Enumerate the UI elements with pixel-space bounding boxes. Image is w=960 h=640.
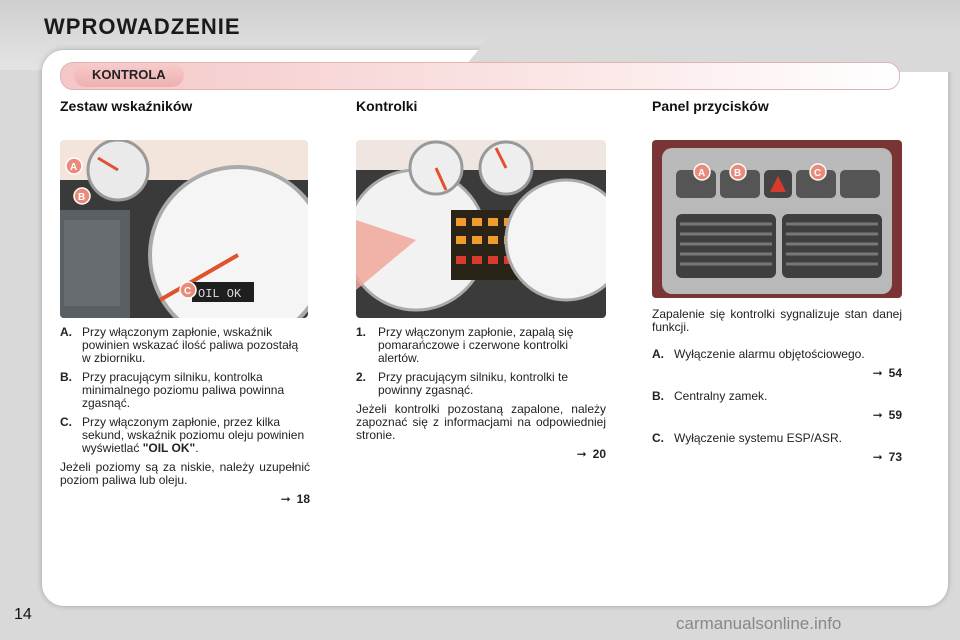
page-ref-arrow-icon: ➞ (576, 447, 587, 461)
col3-item-a: A. Wyłączenie alarmu objętościowego. (652, 347, 865, 361)
col1-paragraph: Jeżeli poziomy są za niskie, należy uzupełnić poziom paliwa lub oleju. (60, 460, 310, 487)
col3-ref-b[interactable]: ➞ 59 (872, 408, 902, 422)
col1-item-b: B. Przy pracującym silniku, kontrolka minimalnego poziomu paliwa powinna zgasnąć. (60, 370, 285, 410)
col2-item-2: 2. Przy pracującym silniku, kontrolki te powinny zgasnąć. (356, 370, 569, 397)
col3-item-c: C. Wyłączenie systemu ESP/ASR. (652, 431, 842, 445)
callout-a: A (698, 168, 706, 179)
watermark: carmanualsonline.info (676, 614, 842, 633)
page-title: WPROWADZENIE (44, 14, 241, 39)
col3-ref-c[interactable]: ➞ 73 (872, 450, 902, 464)
col1-item-c: C. Przy włączonym zapłonie, przez kilka sekund, wskaźnik poziomu oleju powinien wyświetlać "OIL OK". (60, 415, 305, 455)
button-panel-image (652, 140, 902, 298)
col2-text (356, 326, 606, 461)
col1-page-ref[interactable]: ➞ 18 (280, 492, 310, 506)
page-ref-arrow-icon: ➞ (872, 366, 883, 380)
col2-heading: Kontrolki (356, 98, 418, 114)
col1-heading: Zestaw wskaźników (60, 98, 193, 114)
oil-ok-display: OIL OK (198, 287, 242, 301)
col1-text (60, 326, 310, 506)
col3-ref-a[interactable]: ➞ 54 (872, 366, 902, 380)
col3-heading: Panel przycisków (652, 98, 769, 114)
col3-intro: Zapalenie się kontrolki sygnalizuje stan danej funkcji. (652, 307, 902, 334)
callout-a: A (70, 162, 78, 173)
page-ref-arrow-icon: ➞ (872, 408, 883, 422)
instrument-cluster-image (60, 140, 308, 318)
callout-b: B (78, 192, 86, 203)
col1-item-a: A. Przy włączonym zapłonie, wskaźnik powinien wskazać ilość paliwa pozostałą w zbiorniku. (60, 325, 299, 365)
warning-lights-image (356, 140, 606, 318)
page-ref-arrow-icon: ➞ (280, 492, 291, 506)
col2-page-ref[interactable]: ➞ 20 (576, 447, 606, 461)
callout-b: B (734, 168, 742, 179)
section-tag: KONTROLA (74, 63, 184, 87)
page-number: 14 (14, 606, 32, 623)
col3-item-b: B. Centralny zamek. (652, 389, 768, 403)
callout-c: C (814, 168, 822, 179)
callout-c: C (184, 286, 192, 297)
section-bar (60, 62, 900, 90)
col2-item-1: 1. Przy włączonym zapłonie, zapalą się pomarańczowe i czerwone kontrolki alertów. (356, 325, 574, 365)
col2-paragraph: Jeżeli kontrolki pozostaną zapalone, należy zapoznać się z informacjami na odpowiedniej stronie. (356, 402, 606, 442)
col3-text (652, 304, 902, 464)
page-ref-arrow-icon: ➞ (872, 450, 883, 464)
